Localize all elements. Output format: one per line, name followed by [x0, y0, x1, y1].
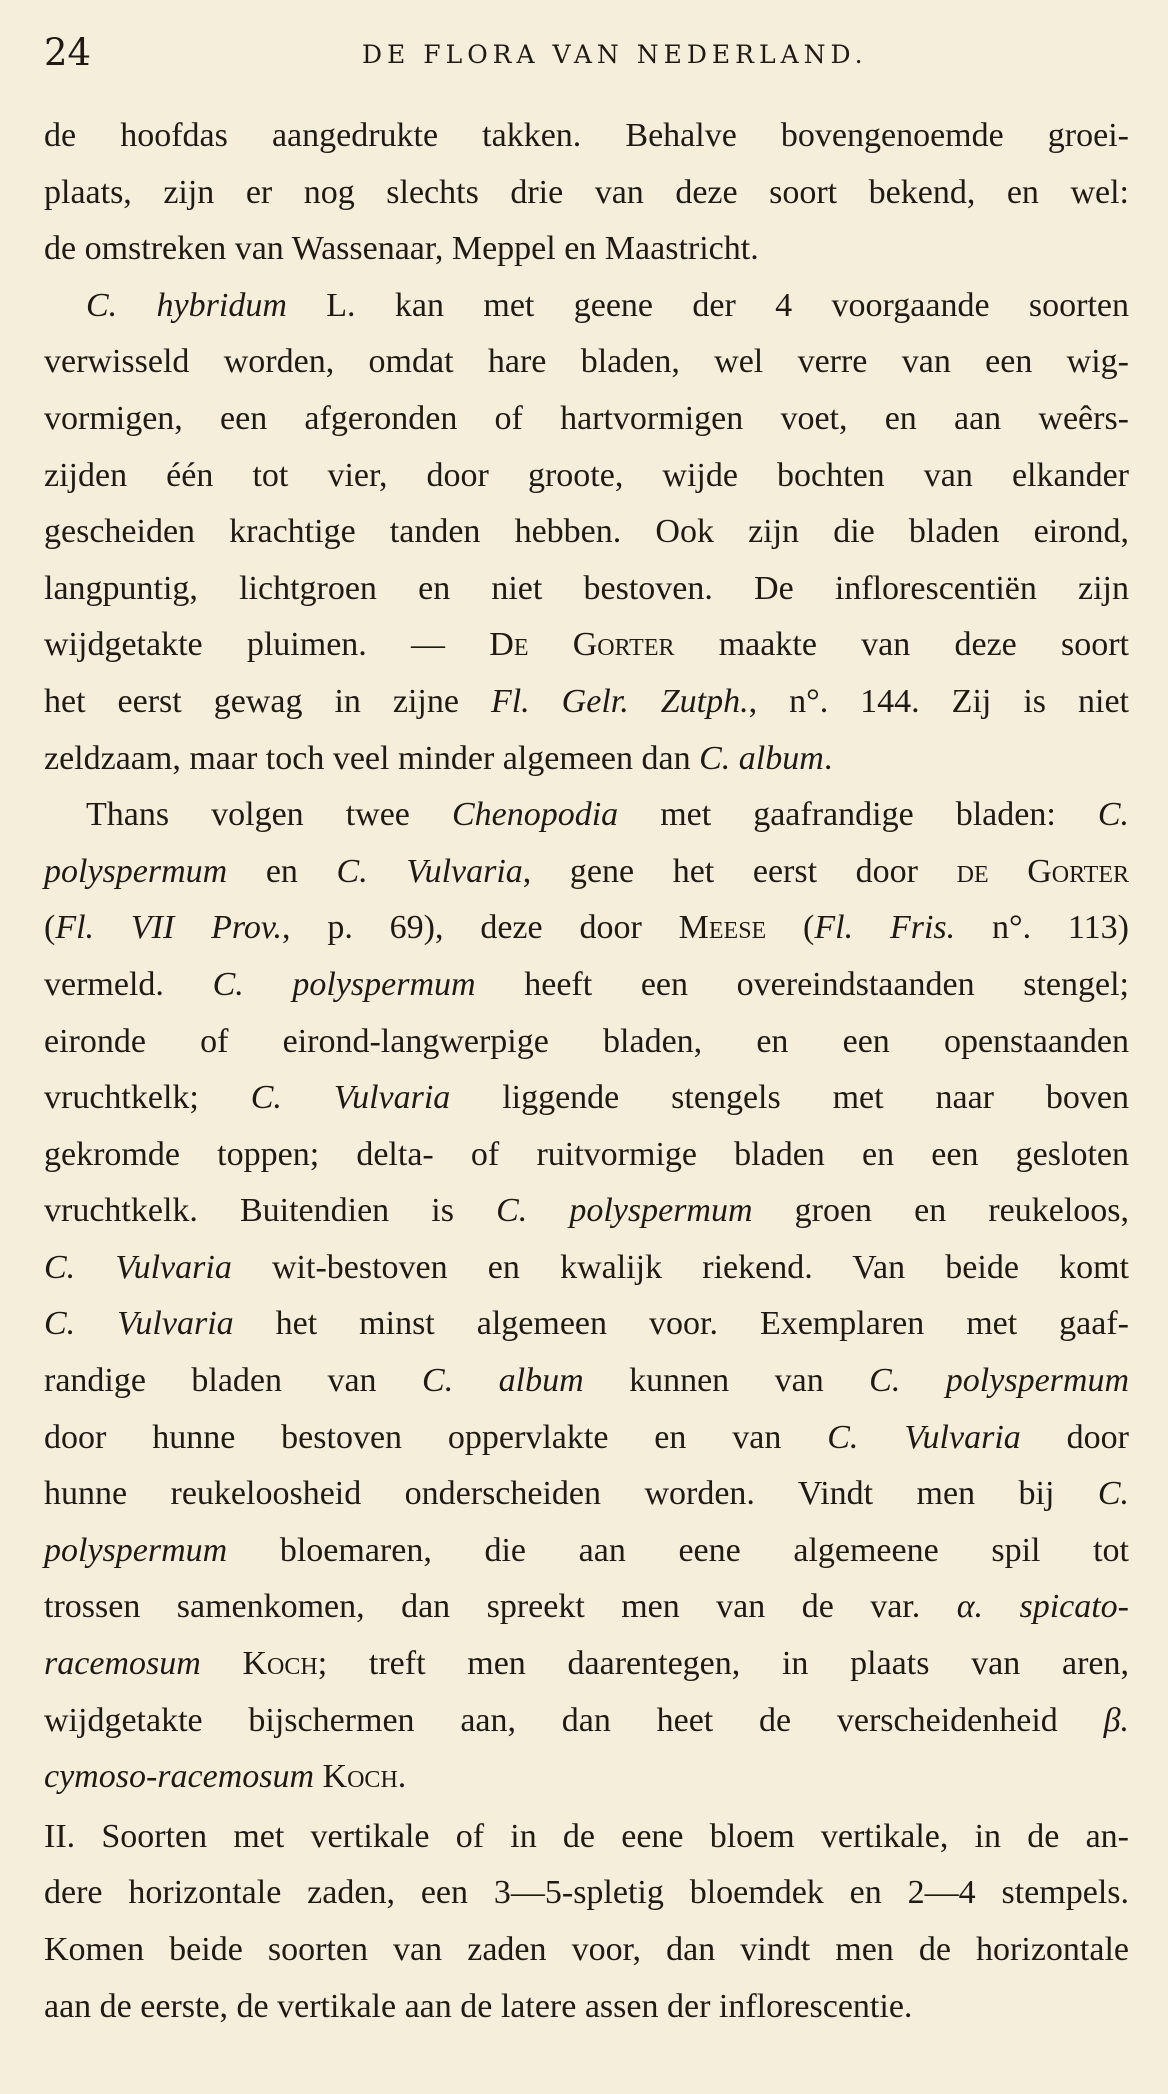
- text-line: [44, 844, 1129, 901]
- text-run: plaats, zijn er nog slechts drie van deze soort bekend, en wel:: [44, 173, 1129, 211]
- text-run: C.: [1097, 1475, 1129, 1513]
- text-run: Chenopodia: [451, 796, 619, 834]
- text-run: C.: [1097, 796, 1130, 834]
- text-run: zijden één tot vier, door groote, wijde bochten van elkander: [44, 456, 1129, 494]
- text-run: , gene het eerst door: [522, 852, 957, 890]
- text-run: ; treft men daarentegen, in plaats van aren,: [317, 1645, 1130, 1683]
- text-line: [44, 1979, 1129, 2036]
- text-run: C. polyspermum: [212, 965, 476, 1003]
- text-line: [44, 1353, 1129, 1410]
- text-run: n°. 113): [955, 909, 1129, 947]
- text-run: gekromde toppen; delta- of ruitvormige bladen en een gesloten: [44, 1135, 1129, 1173]
- text-run: cymoso-racemosum: [44, 1758, 315, 1796]
- text-line: [44, 674, 1129, 731]
- text-run: de hoofdas aangedrukte takken. Behalve bovengenoemde groei-: [44, 117, 1129, 154]
- text-line: [44, 1922, 1129, 1979]
- text-line: [44, 108, 1129, 165]
- text-line: [44, 1523, 1129, 1580]
- text-run: [201, 1645, 243, 1682]
- text-run: β.: [1103, 1701, 1129, 1739]
- text-run: Komen beide soorten van zaden voor, dan vindt men de horizontale: [44, 1931, 1129, 1968]
- text-run: , p. 69), deze door: [281, 909, 679, 947]
- text-run: Fl. Gelr. Zutph.: [490, 682, 749, 720]
- text-run: de Gorter: [956, 852, 1129, 890]
- text-line: [44, 1579, 1129, 1636]
- text-run: liggende stengels met naar boven: [450, 1079, 1129, 1117]
- text-run: zeldzaam, maar toch veel minder algemeen dan: [44, 739, 700, 777]
- text-run: heeft een overeindstaanden stengel;: [475, 965, 1129, 1003]
- text-line: [44, 1183, 1129, 1240]
- text-run: door hunne bestoven oppervlakte en van: [44, 1418, 828, 1456]
- text-run: trossen samenkomen, dan spreekt men van de var.: [44, 1588, 957, 1626]
- text-run: C. polyspermum: [869, 1362, 1129, 1400]
- text-run: .: [823, 739, 833, 777]
- text-run: Koch: [242, 1645, 318, 1683]
- text-run: Fl. VII Prov.: [55, 909, 282, 947]
- text-line: [44, 1865, 1129, 1922]
- text-line: [44, 165, 1129, 222]
- running-title: DE FLORA VAN NEDERLAND.: [362, 40, 868, 69]
- text-line: [44, 731, 1129, 788]
- text-run: C. Vulvaria: [44, 1305, 234, 1343]
- text-line: [44, 561, 1129, 618]
- text-line: [44, 1127, 1129, 1184]
- text-run: vruchtkelk;: [44, 1079, 251, 1117]
- text-run: eironde of eirond-langwerpige bladen, en een openstaanden: [44, 1022, 1129, 1060]
- text-run: [314, 1758, 323, 1795]
- text-run: dere horizontale zaden, een 3—5-spletig bloemdek en 2—4 stempels.: [44, 1874, 1129, 1912]
- text-line: [44, 1410, 1129, 1467]
- text-run: polyspermum: [44, 1531, 228, 1569]
- text-run: met gaafrandige bladen:: [618, 796, 1098, 834]
- text-run: vruchtkelk. Buitendien is: [44, 1192, 497, 1230]
- text-run: hunne reukeloosheid onderscheiden worden. Vindt men bij: [44, 1475, 1098, 1513]
- text-run: vormigen, een afgeronden of hartvormigen voet, en aan weêrs-: [44, 399, 1129, 437]
- text-run: Koch: [322, 1758, 398, 1796]
- text-run: racemosum: [44, 1645, 201, 1683]
- text-run: polyspermum: [44, 852, 228, 890]
- text-run: langpuntig, lichtgroen en niet bestoven. De inflorescentiën zijn: [44, 569, 1129, 607]
- text-run: L. kan met geene der 4 voorgaande soorten: [286, 286, 1130, 324]
- text-line: [44, 617, 1129, 674]
- text-run: (: [44, 909, 56, 947]
- text-run: C. album: [699, 739, 824, 777]
- text-run: verwisseld worden, omdat hare bladen, wel verre van een wig-: [44, 343, 1129, 381]
- text-run: C. Vulvaria: [250, 1079, 451, 1117]
- text-run: C. Vulvaria: [44, 1248, 232, 1286]
- text-line: [44, 787, 1129, 844]
- text-line: [44, 221, 1129, 278]
- text-line: [44, 900, 1129, 957]
- text-run: kunnen van: [583, 1362, 870, 1400]
- text-run: aan de eerste, de vertikale aan de latere assen der inflorescentie.: [44, 1987, 913, 2025]
- text-run: (: [766, 909, 815, 947]
- text-run: gescheiden krachtige tanden hebben. Ook zijn die bladen eirond,: [44, 513, 1129, 551]
- text-line: [44, 334, 1129, 391]
- text-run: wijdgetakte bijschermen aan, dan heet de verscheidenheid: [44, 1701, 1104, 1739]
- text-line: [44, 1296, 1129, 1353]
- text-run: , n°. 144. Zij is niet: [748, 682, 1129, 720]
- text-run: wijdgetakte pluimen. —: [44, 626, 490, 664]
- text-run: Meese: [678, 909, 767, 947]
- text-run: C. Vulvaria: [336, 852, 523, 890]
- text-line: [44, 278, 1129, 335]
- text-run: maakte van deze soort: [674, 626, 1129, 664]
- text-run: α. spicato-: [956, 1588, 1130, 1626]
- text-run: .: [397, 1758, 407, 1796]
- text-line: [44, 1809, 1129, 1866]
- text-run: het eerst gewag in zijne: [44, 682, 491, 720]
- body-text: [44, 108, 1129, 2035]
- text-line: [44, 448, 1129, 505]
- text-line: [44, 1014, 1129, 1071]
- text-run: II. Soorten met vertikale of in de eene bloem vertikale, in de an-: [44, 1817, 1129, 1855]
- text-line: [44, 1466, 1129, 1523]
- text-run: randige bladen van: [44, 1362, 423, 1400]
- text-line: [44, 391, 1129, 448]
- text-run: en: [227, 852, 337, 890]
- text-run: vermeld.: [44, 965, 213, 1003]
- text-line: [44, 1240, 1129, 1297]
- text-line: [44, 1636, 1129, 1693]
- page-header: [44, 28, 1129, 78]
- text-line: [44, 1749, 1129, 1806]
- text-run: bloemaren, die aan eene algemeene spil tot: [227, 1531, 1129, 1569]
- text-run: C. polyspermum: [496, 1192, 753, 1230]
- text-line: [44, 957, 1129, 1014]
- text-run: Thans volgen twee: [86, 796, 452, 834]
- text-line: [44, 1693, 1129, 1750]
- text-run: C. Vulvaria: [827, 1418, 1021, 1456]
- text-run: C. hybridum: [86, 286, 287, 324]
- text-run: C. album: [422, 1362, 584, 1400]
- text-run: de omstreken van Wassenaar, Meppel en Maastricht.: [44, 230, 759, 268]
- text-line: [44, 504, 1129, 561]
- text-run: Fl. Fris.: [814, 909, 956, 947]
- page-number: 24: [44, 31, 92, 74]
- text-line: [44, 1070, 1129, 1127]
- text-run: groen en reukeloos,: [752, 1192, 1129, 1230]
- text-run: het minst algemeen voor. Exemplaren met gaaf-: [233, 1305, 1130, 1343]
- text-run: wit-bestoven en kwalijk riekend. Van beide komt: [231, 1248, 1130, 1286]
- text-run: door: [1020, 1418, 1129, 1456]
- text-run: De Gorter: [489, 626, 675, 664]
